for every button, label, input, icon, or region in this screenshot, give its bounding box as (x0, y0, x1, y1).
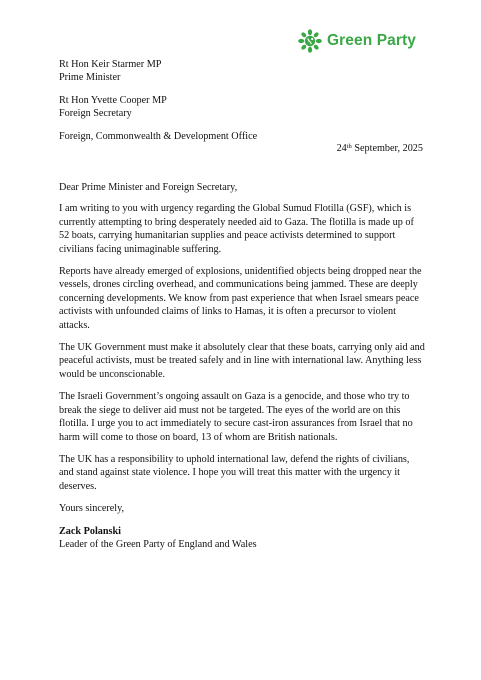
recipient-title: Prime Minister (59, 72, 121, 84)
recipient-block (59, 58, 425, 143)
body-paragraph: Reports have already emerged of explosions, unidentified objects being dropped near the vessels, drones circling overhead, and communications being jammed. These are deeply concerning developments. We know from past experience that when Israel smears peace activists with unfounded claims of links to Hamas, it is often a precursor to violent attacks. (59, 266, 422, 331)
body-paragraph: The UK Government must make it absolutely clear that these boats, carrying only aid and peaceful activists, must be treated safely and in line with international law. Anything less would be unconscionable. (59, 342, 425, 380)
body-paragraph: The UK has a responsibility to uphold international law, defend the rights of civilians, and stand against state violence. I hope you will treat this matter with the urgency it deserves. (59, 453, 410, 492)
signatory-name: Zack Polanski (59, 525, 121, 537)
signatory-role: Leader of the Green Party of England and Wales (59, 538, 257, 550)
letter-date: 24th September, 2025 (336, 143, 423, 154)
body-paragraph: The Israeli Government’s ongoing assault on Gaza is a genocide, and those who try to break the siege to deliver aid must not be targeted. The eyes of the world are on this flotilla. I urge you to act immediately to secure cast-iron assurances from Israel that no harm will come to those on board, 13 of whom are British nationals. (59, 391, 413, 443)
logo-text: Green Party (327, 32, 416, 49)
recipient-title: Foreign Secretary (59, 108, 132, 120)
body-paragraph: I am writing to you with urgency regarding the Global Sumud Flotilla (GSF), which is currently attempting to bring desperately needed aid to Gaza. The flotilla is made up of 52 boats, carrying humanitarian supplies and peace activists determined to support civilians facing unimaginable suffering. (59, 203, 414, 255)
office-name: Foreign, Commonwealth & Development Office (59, 130, 258, 142)
recipient-name: Rt Hon Yvette Cooper MP (59, 94, 167, 106)
green-party-earth-flower-icon (297, 29, 323, 53)
closing: Yours sincerely, (59, 503, 125, 515)
recipient-name: Rt Hon Keir Starmer MP (59, 59, 162, 70)
letter-body (59, 181, 425, 551)
green-party-logo (297, 29, 416, 53)
salutation: Dear Prime Minister and Foreign Secretary, (59, 182, 238, 193)
